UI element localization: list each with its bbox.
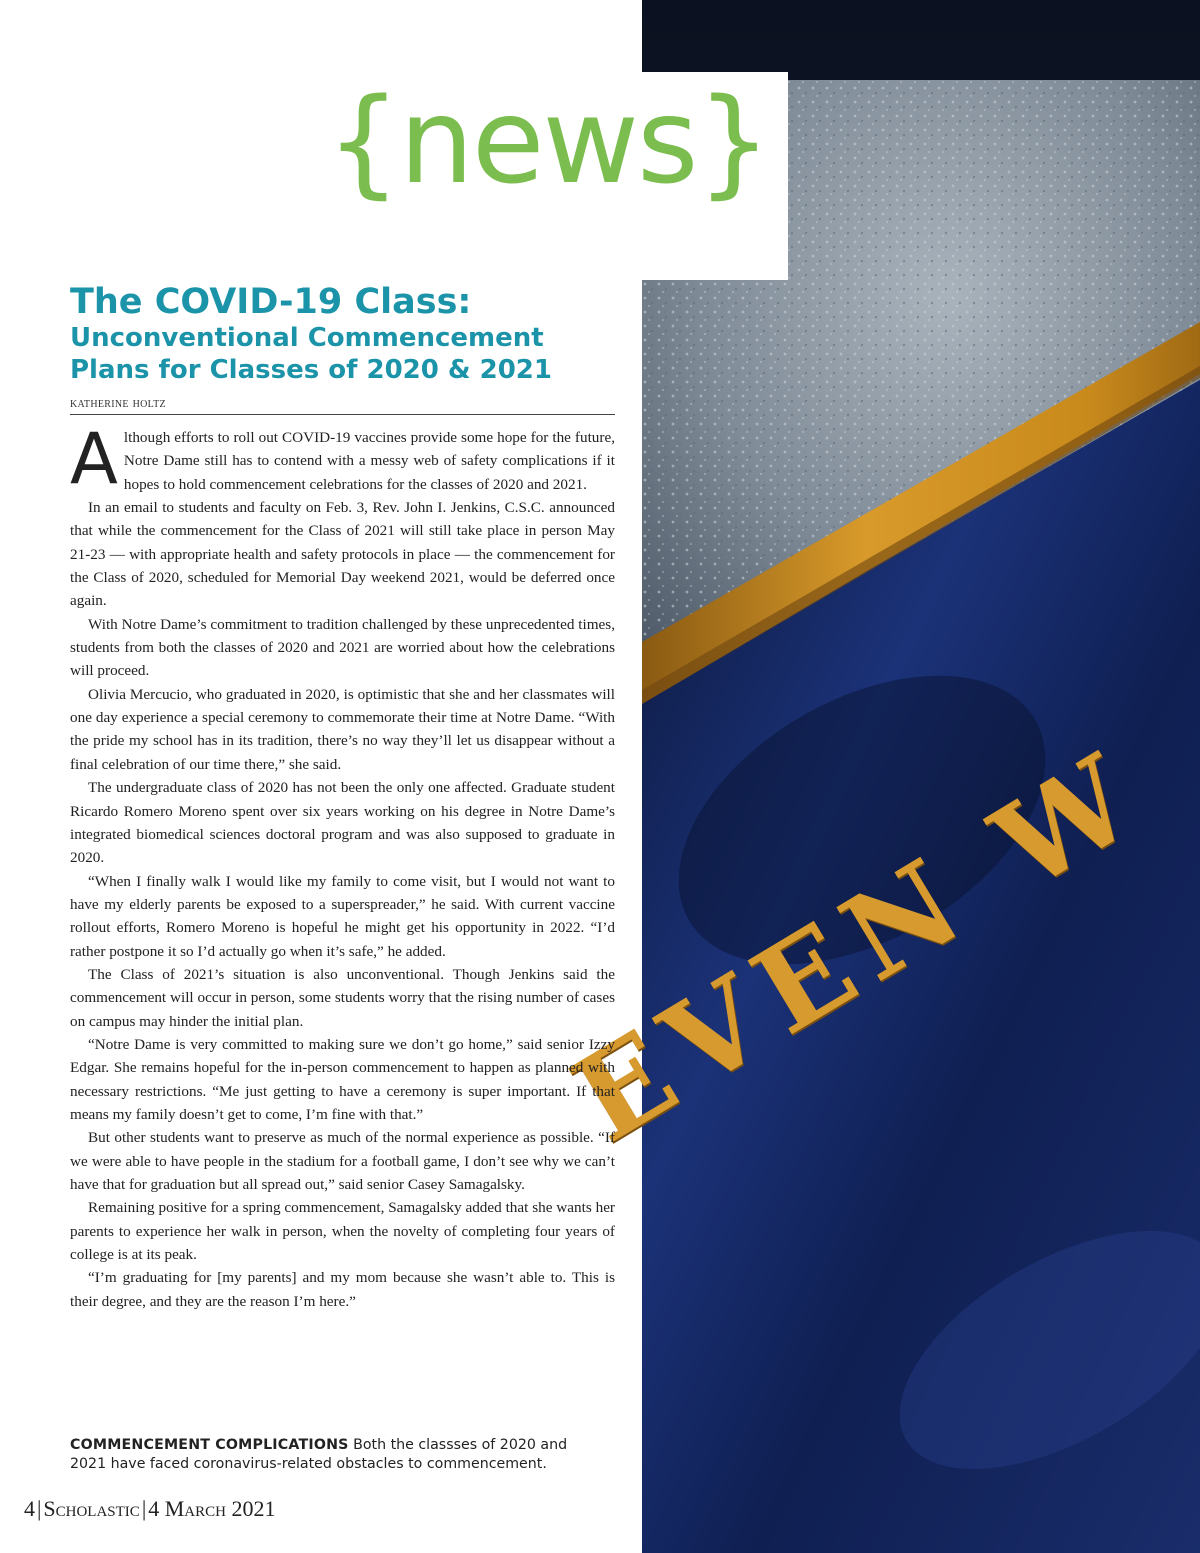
headline-subtitle-line1: Unconventional Commencement [70,323,544,353]
article-paragraph: In an email to students and faculty on Feb. 3, Rev. John I. Jenkins, C.S.C. announced that while the commencement for the Class of 2021 will still take place in person May 21-23 — with appropriate health and safety protocols in place — the commencement for the Class of 2020, scheduled for Memorial Day weekend 2021, would be deferred once again. [70,499,615,610]
page-number: 4 [24,1496,35,1521]
folio-divider: | [141,1496,147,1521]
article-paragraph: The undergraduate class of 2020 has not been the only one affected. Graduate student Ricardo Romero Moreno spent over six years working on his degree in Notre Dame’s integrated biomedical sciences doctoral program and was also supposed to graduate in 2020. [70,779,615,867]
article-paragraph: The Class of 2021’s situation is also unconventional. Though Jenkins said the commencement will occur in person, some students worry that the rising number of cases on campus may hinder the initial plan. [70,965,615,1030]
article-paragraph: With Notre Dame’s commitment to tradition challenged by these unprecedented times, students from both the classes of 2020 and 2021 are worried about how the celebrations will proceed. [70,615,615,680]
article-paragraph: Although efforts to roll out COVID-19 vaccines provide some hope for the future, Notre Dame still has to contend with a messy web of safety complications if it hopes to hold commencement celebrations for the classes of 2020 and 2021. [70,418,615,500]
folio-divider: | [37,1496,42,1521]
publication-name: Scholastic [43,1496,140,1521]
article-paragraph: “I’m graduating for [my parents] and my mom because she wasn’t able to. This is their degree, and they are the reason I’m here.” [70,1269,615,1310]
page-folio [24,1496,275,1522]
article-paragraph: Olivia Mercucio, who graduated in 2020, is optimistic that she and her classmates will one day experience a special ceremony to commemorate their time at Notre Dame. “With the pride my school has in its tradition, there’s no way they’ll let us disappear without a final celebration of our time there,” she said. [70,685,615,773]
article-paragraph: Remaining positive for a spring commencement, Samagalsky added that she wants her parents to experience her walk in person, when the novelty of completing four years of college is at its peak. [70,1199,615,1264]
section-label: {news} [326,72,770,210]
embroidered-text: EVEN W [550,721,1168,1169]
headline-title: The COVID-19 Class: [70,282,472,322]
dropcap: A [70,418,118,500]
photo-caption [70,1436,580,1474]
article-paragraph: “When I finally walk I would like my family to come visit, but I would not want to have my elderly parents be exposed to a superspreader,” he said. With current vaccine rollout efforts, Romero Moreno is hopeful he might get his opportunity in 2022. “I’d rather postpone it so I’d actually go when it’s safe,” he added. [70,872,615,960]
caption-text: Both the classses of 2020 and 2021 have faced coronavirus-related obstacles to commencement. [70,1437,568,1472]
byline [70,396,615,415]
headline-subtitle-line2: Plans for Classes of 2020 & 2021 [70,355,552,385]
article-body [70,418,615,1313]
caption-lead: COMMENCEMENT COMPLICATIONS [70,1437,349,1453]
article-paragraph: But other students want to preserve as much of the normal experience as possible. “If we were able to have people in the stadium for a football game, I don’t see why we can’t have that for graduation but all spread out,” said senior Casey Samagalsky. [70,1129,615,1193]
issue-date: 4 March 2021 [148,1496,276,1521]
byline-author: katherine holtz [70,396,166,411]
article-paragraph: “Notre Dame is very committed to making sure we don’t go home,” said senior Izzy Edgar. She remains hopeful for the in-person commencement to happen as planned with necessary restrictions. “Me just getting to have a ceremony is super important. If that means my family doesn’t get to come, I’m fine with that.” [70,1035,615,1123]
headline [70,282,630,386]
